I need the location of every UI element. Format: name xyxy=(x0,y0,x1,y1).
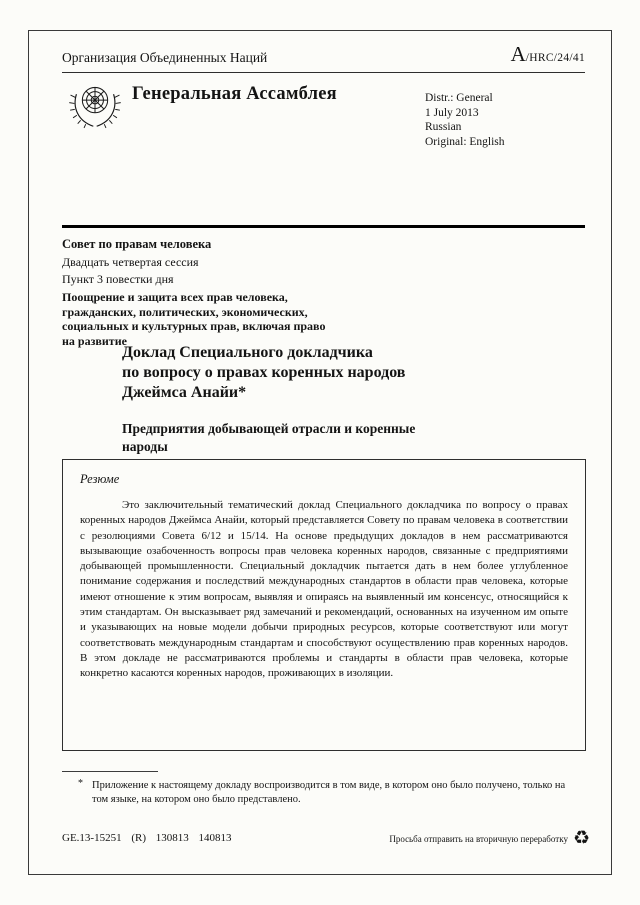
report-title-line: по вопросу о правах коренных народов xyxy=(122,364,406,381)
agenda-item: Пункт 3 повестки дня xyxy=(62,272,174,286)
recycle-text: Просьба отправить на вторичную переработку xyxy=(389,833,568,844)
assembly-title: Генеральная Ассамблея xyxy=(132,84,337,104)
report-subtitle xyxy=(122,420,415,455)
org-name: Организация Объединенных Наций xyxy=(62,50,268,65)
un-emblem-icon xyxy=(68,79,122,133)
summary-box xyxy=(62,459,586,751)
distribution-info xyxy=(425,91,505,149)
date-line: 1 July 2013 xyxy=(425,106,479,119)
recycle-icon: ♻ xyxy=(572,828,590,849)
report-title-line: Джеймса Анайи* xyxy=(122,384,247,401)
agenda-title-line: Поощрение и защита всех прав человека, xyxy=(62,290,288,304)
report-title-line: Доклад Специального докладчика xyxy=(122,344,373,361)
agenda-title xyxy=(62,290,325,348)
summary-body: Это заключительный тематический доклад Специального докладчика по вопросу о правах коренных народов Джеймса Анайи, который представляется Совету по правам человека в соответствии с резолюциями Совета 6/12 и 15/14. На основе предыдущих докладов в нем рассматриваются вызывающие озабоченность вопросы прав человека коренных народов, связанные с предприятиями добывающей промышленности. Специальный докладчик пытается дать в нем более углубленное понимание содержания и последствий международных стандартов в области прав человека, которые имеют отношение к этим вопросам, выявляя и опираясь на выявленный им консенсус, относящийся к этим стандартам. Он высказывает ряд замечаний и рекомендаций, основанных на изученном им опыте и указывающих на новые модели добычи природных ресурсов, которые соответствуют или могут соответствовать международным стандартам и способствуют осуществлению прав коренных народов. В этом докладе не рассматриваются проблемы и стандарты в области прав человека, которые конкретно касаются коренных народов, проживающих в изоляции. xyxy=(80,499,568,680)
agenda-title-line: гражданских, политических, экономических, xyxy=(62,304,308,319)
language-line: Russian xyxy=(425,121,462,133)
header-rule xyxy=(62,72,585,73)
footnote xyxy=(62,779,567,806)
document-reference: GE.13-15251 (R) 130813 140813 xyxy=(62,832,232,844)
agenda-title-line: социальных и культурных прав, включая право xyxy=(62,319,326,333)
header-divider xyxy=(62,225,585,228)
session-number: Двадцать четвертая сессия xyxy=(62,255,199,269)
agenda-title-line: на развитие xyxy=(62,333,127,348)
distr-line: Distr.: General xyxy=(425,92,493,104)
doc-symbol-rest: /HRC/24/41 xyxy=(525,52,585,64)
report-subtitle-line: Предприятия добывающей отрасли и коренные xyxy=(122,421,416,436)
report-title xyxy=(122,343,405,403)
session-block xyxy=(62,237,325,348)
doc-symbol xyxy=(511,42,585,67)
council-name: Совет по правам человека xyxy=(62,237,212,251)
footnote-marker: * xyxy=(78,778,83,789)
footnote-separator xyxy=(62,771,158,772)
report-subtitle-line: народы xyxy=(122,438,168,454)
original-line: Original: English xyxy=(425,135,505,148)
footnote-text: Приложение к настоящему докладу воспроизводится в том виде, в котором оно было получено, только на том языке, на котором оно было представлено. xyxy=(92,780,566,805)
summary-heading: Резюме xyxy=(80,472,120,486)
doc-symbol-prefix: A xyxy=(510,42,526,66)
recycle-notice xyxy=(389,829,590,848)
